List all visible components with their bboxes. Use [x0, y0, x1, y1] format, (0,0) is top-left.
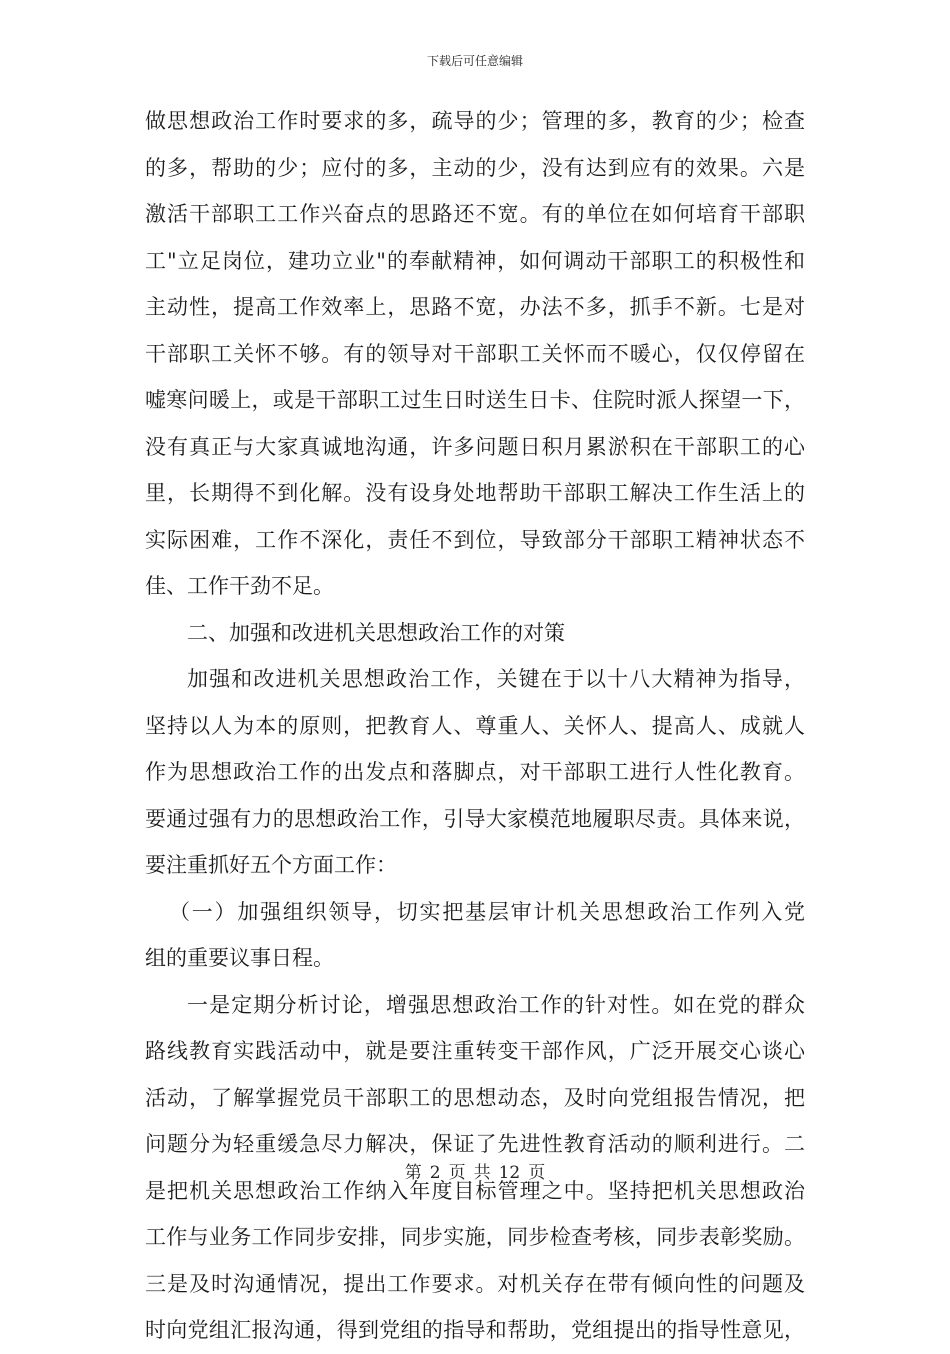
body-line: 佳、工作干劲不足。	[145, 574, 334, 598]
section-heading: 二、加强和改进机关思想政治工作的对策	[187, 620, 565, 645]
body-line: 实际困难，工作不深化，责任不到位，导致部分干部职工精神状态不	[145, 527, 805, 552]
footer-page-word: 页	[448, 1163, 466, 1183]
body-line: 工"立足岗位，建功立业"的奉献精神，如何调动干部职工的积极性和	[145, 248, 805, 273]
body-line: 的多，帮助的少；应付的多，主动的少，没有达到应有的效果。六是	[145, 155, 805, 180]
body-line: 一是定期分析讨论，增强思想政治工作的针对性。如在党的群众	[187, 992, 805, 1017]
page-footer	[0, 1158, 950, 1183]
footer-prefix: 第	[404, 1163, 422, 1183]
page-header-note: 下载后可任意编辑	[426, 54, 523, 68]
body-line: 没有真正与大家真诚地沟通，许多问题日积月累淤积在干部职工的心	[145, 434, 805, 459]
body-line: 作为思想政治工作的出发点和落脚点，对干部职工进行人性化教育。	[145, 760, 805, 784]
body-line: 加强和改进机关思想政治工作，关键在于以十八大精神为指导，	[187, 667, 805, 691]
body-line: 干部职工关怀不够。有的领导对干部职工关怀而不暖心，仅仅停留在	[145, 341, 805, 366]
body-line: 做思想政治工作时要求的多，疏导的少；管理的多，教育的少；检查	[145, 109, 805, 133]
subsection-heading: （一）加强组织领导，切实把基层审计机关思想政治工作列入党	[169, 899, 805, 924]
body-line: 问题分为轻重缓急尽力解决，保证了先进性教育活动的顺利进行。二	[145, 1132, 805, 1156]
body-line: 里，长期得不到化解。没有设身处地帮助干部职工解决工作生活上的	[145, 481, 805, 505]
body-line: 要通过强有力的思想政治工作，引导大家模范地履职尽责。具体来说，	[145, 806, 805, 831]
body-line: 主动性，提高工作效率上，思路不宽，办法不多，抓手不新。七是对	[145, 295, 805, 319]
body-line: 组的重要议事日程。	[145, 946, 334, 970]
footer-total-label: 共	[473, 1163, 491, 1183]
body-line: 三是及时沟通情况，提出工作要求。对机关存在带有倾向性的问题及	[145, 1271, 805, 1296]
body-line: 坚持以人为本的原则，把教育人、尊重人、关怀人、提高人、成就人	[145, 713, 805, 738]
footer-current-page: 2	[429, 1163, 441, 1183]
body-line: 是把机关思想政治工作纳入年度目标管理之中。坚持把机关思想政治	[145, 1178, 805, 1203]
body-line: 激活干部职工工作兴奋点的思路还不宽。有的单位在如何培育干部职	[145, 202, 805, 226]
footer-suffix: 页	[528, 1163, 546, 1183]
body-line: 路线教育实践活动中，就是要注重转变干部作风，广泛开展交心谈心	[145, 1039, 805, 1063]
body-line: 时向党组汇报沟通，得到党组的指导和帮助，党组提出的指导性意见，	[145, 1318, 805, 1342]
footer-total-pages: 12	[498, 1163, 521, 1183]
body-line: 工作与业务工作同步安排，同步实施，同步检查考核，同步表彰奖励。	[145, 1225, 805, 1249]
body-line: 嘘寒问暖上，或是干部职工过生日时送生日卡、住院时派人探望一下，	[145, 388, 805, 412]
body-line: 要注重抓好五个方面工作：	[145, 853, 397, 877]
body-line: 活动，了解掌握党员干部职工的思想动态，及时向党组报告情况，把	[145, 1085, 805, 1110]
